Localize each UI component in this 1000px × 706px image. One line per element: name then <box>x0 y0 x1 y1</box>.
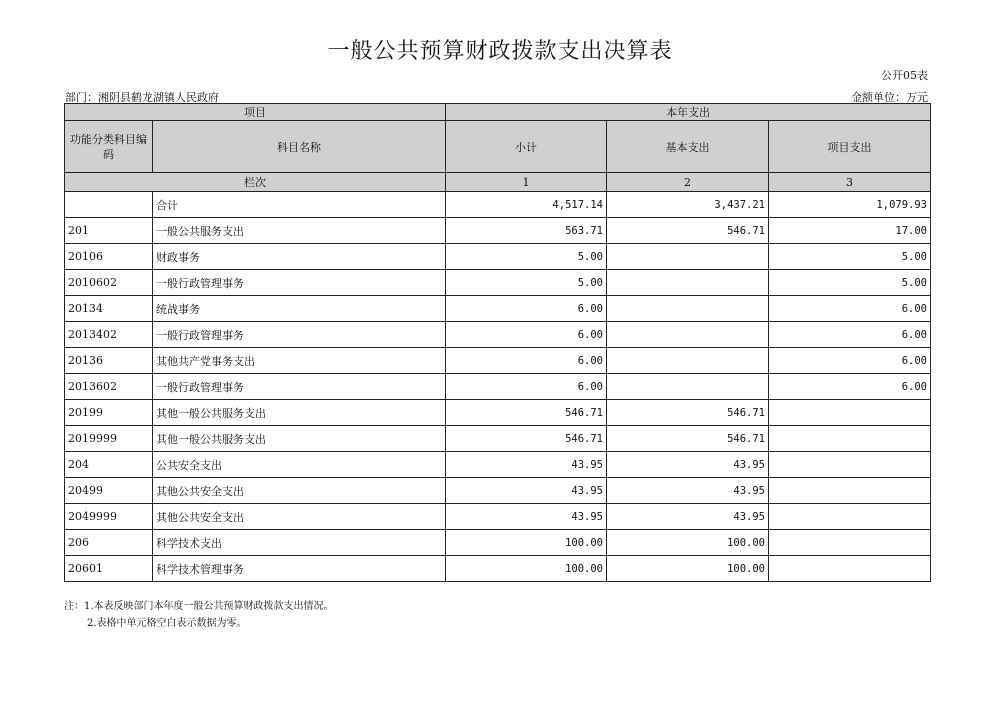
cell-function-code: 204 <box>65 452 153 478</box>
table-row <box>65 504 931 530</box>
footnotes <box>64 598 334 632</box>
cell-function-code: 20499 <box>65 478 153 504</box>
cell-subject-name: 科学技术管理事务 <box>153 556 446 582</box>
cell-basic-expenditure <box>607 244 769 270</box>
header-col-2: 2 <box>607 173 769 192</box>
table-row <box>65 374 931 400</box>
cell-subject-name: 合计 <box>153 192 446 218</box>
report-title: 一般公共预算财政拨款支出决算表 <box>327 39 673 64</box>
header-subject-name: 科目名称 <box>153 121 446 173</box>
table-row <box>65 556 931 582</box>
table-row <box>65 218 931 244</box>
cell-subject-name: 财政事务 <box>153 244 446 270</box>
cell-project-expenditure: 6.00 <box>769 296 931 322</box>
cell-function-code: 201 <box>65 218 153 244</box>
table-row <box>65 322 931 348</box>
cell-subtotal: 100.00 <box>446 556 607 582</box>
cell-function-code: 206 <box>65 530 153 556</box>
cell-basic-expenditure: 43.95 <box>607 478 769 504</box>
table-row <box>65 478 931 504</box>
cell-subject-name: 其他一般公共服务支出 <box>153 400 446 426</box>
header-row-column-order <box>65 173 931 192</box>
cell-subtotal: 563.71 <box>446 218 607 244</box>
cell-function-code: 2013602 <box>65 374 153 400</box>
cell-function-code: 20601 <box>65 556 153 582</box>
cell-basic-expenditure: 100.00 <box>607 556 769 582</box>
cell-function-code: 2010602 <box>65 270 153 296</box>
cell-project-expenditure: 1,079.93 <box>769 192 931 218</box>
cell-basic-expenditure: 546.71 <box>607 426 769 452</box>
header-project-expenditure: 项目支出 <box>769 121 931 173</box>
table-row <box>65 400 931 426</box>
cell-project-expenditure <box>769 400 931 426</box>
cell-basic-expenditure: 43.95 <box>607 452 769 478</box>
table-row <box>65 530 931 556</box>
header-project: 项目 <box>65 104 446 121</box>
cell-subtotal: 43.95 <box>446 504 607 530</box>
cell-function-code: 20199 <box>65 400 153 426</box>
cell-function-code <box>65 192 153 218</box>
cell-project-expenditure <box>769 478 931 504</box>
cell-basic-expenditure: 3,437.21 <box>607 192 769 218</box>
cell-subtotal: 6.00 <box>446 322 607 348</box>
cell-basic-expenditure: 546.71 <box>607 218 769 244</box>
cell-project-expenditure: 6.00 <box>769 348 931 374</box>
cell-subject-name: 一般公共服务支出 <box>153 218 446 244</box>
cell-subject-name: 其他公共安全支出 <box>153 478 446 504</box>
cell-subtotal: 6.00 <box>446 296 607 322</box>
table-body <box>65 192 931 582</box>
cell-project-expenditure: 6.00 <box>769 322 931 348</box>
cell-project-expenditure: 5.00 <box>769 244 931 270</box>
cell-subject-name: 其他一般公共服务支出 <box>153 426 446 452</box>
cell-project-expenditure <box>769 504 931 530</box>
cell-subject-name: 统战事务 <box>153 296 446 322</box>
table-row <box>65 348 931 374</box>
cell-subject-name: 一般行政管理事务 <box>153 374 446 400</box>
cell-project-expenditure <box>769 556 931 582</box>
cell-subtotal: 5.00 <box>446 244 607 270</box>
form-number: 公开05表 <box>881 69 928 82</box>
cell-subtotal: 4,517.14 <box>446 192 607 218</box>
table-row <box>65 270 931 296</box>
cell-function-code: 2019999 <box>65 426 153 452</box>
cell-subtotal: 546.71 <box>446 426 607 452</box>
department-label: 部门：湘阴县鹤龙湖镇人民政府 <box>65 91 219 104</box>
cell-function-code: 2049999 <box>65 504 153 530</box>
cell-project-expenditure <box>769 452 931 478</box>
cell-project-expenditure: 5.00 <box>769 270 931 296</box>
expenditure-table <box>64 103 931 582</box>
cell-basic-expenditure <box>607 270 769 296</box>
header-basic-expenditure: 基本支出 <box>607 121 769 173</box>
cell-basic-expenditure: 43.95 <box>607 504 769 530</box>
cell-subject-name: 科学技术支出 <box>153 530 446 556</box>
header-row-1 <box>65 104 931 121</box>
header-col-1: 1 <box>446 173 607 192</box>
cell-project-expenditure: 17.00 <box>769 218 931 244</box>
cell-subtotal: 43.95 <box>446 452 607 478</box>
footnote-2: 2.表格中单元格空白表示数据为零。 <box>87 618 247 629</box>
table-row <box>65 244 931 270</box>
cell-project-expenditure <box>769 426 931 452</box>
header-function-code: 功能分类科目编码 <box>65 121 153 173</box>
header-row-2 <box>65 121 931 173</box>
cell-subject-name: 公共安全支出 <box>153 452 446 478</box>
cell-subject-name: 一般行政管理事务 <box>153 270 446 296</box>
table-row <box>65 296 931 322</box>
cell-subtotal: 6.00 <box>446 348 607 374</box>
cell-project-expenditure <box>769 530 931 556</box>
table-row <box>65 452 931 478</box>
header-column-order: 栏次 <box>65 173 446 192</box>
cell-function-code: 2013402 <box>65 322 153 348</box>
cell-subtotal: 100.00 <box>446 530 607 556</box>
cell-subtotal: 43.95 <box>446 478 607 504</box>
cell-subject-name: 一般行政管理事务 <box>153 322 446 348</box>
cell-subject-name: 其他公共安全支出 <box>153 504 446 530</box>
amount-unit-label: 金额单位：万元 <box>851 91 928 104</box>
cell-basic-expenditure: 546.71 <box>607 400 769 426</box>
cell-basic-expenditure <box>607 322 769 348</box>
cell-basic-expenditure: 100.00 <box>607 530 769 556</box>
header-col-3: 3 <box>769 173 931 192</box>
table-row <box>65 192 931 218</box>
cell-function-code: 20136 <box>65 348 153 374</box>
cell-project-expenditure: 6.00 <box>769 374 931 400</box>
header-current-year-expenditure: 本年支出 <box>446 104 931 121</box>
cell-subtotal: 546.71 <box>446 400 607 426</box>
cell-function-code: 20134 <box>65 296 153 322</box>
cell-basic-expenditure <box>607 348 769 374</box>
cell-subtotal: 5.00 <box>446 270 607 296</box>
cell-function-code: 20106 <box>65 244 153 270</box>
header-subtotal: 小计 <box>446 121 607 173</box>
footnote-1: 注：1.本表反映部门本年度一般公共预算财政拨款支出情况。 <box>64 601 334 612</box>
cell-subject-name: 其他共产党事务支出 <box>153 348 446 374</box>
cell-basic-expenditure <box>607 296 769 322</box>
cell-basic-expenditure <box>607 374 769 400</box>
cell-subtotal: 6.00 <box>446 374 607 400</box>
table-row <box>65 426 931 452</box>
